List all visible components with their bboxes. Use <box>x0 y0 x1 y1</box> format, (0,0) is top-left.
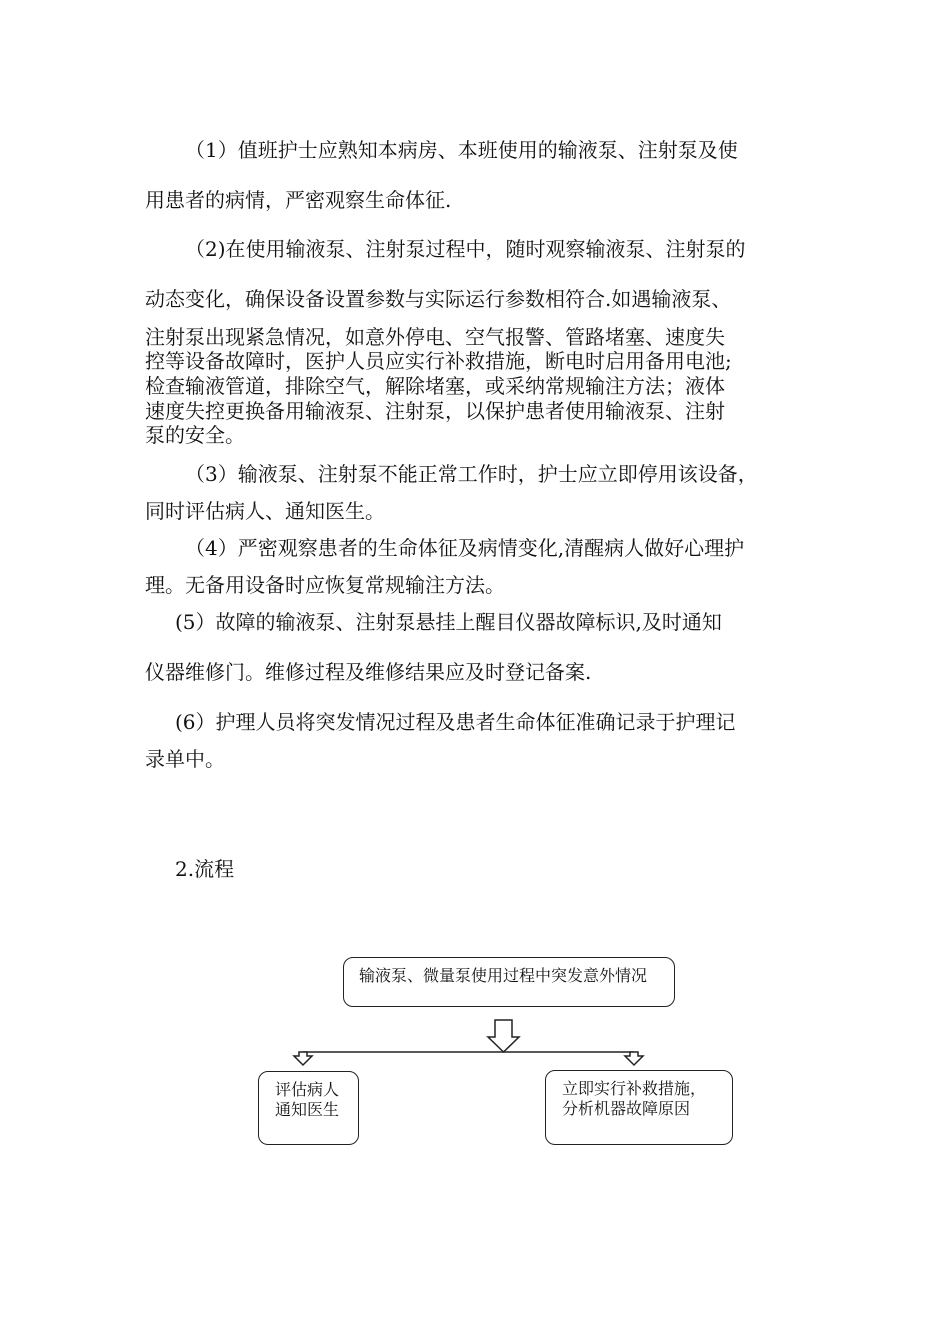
p6-line-1: (6）护理人员将突发情况过程及患者生命体征准确记录于护理记 <box>175 710 736 734</box>
p2-line-5: 检查输液管道，排除空气，解除堵塞，或采纳常规输注方法；液体 <box>145 374 725 398</box>
flow-box-assess-line-1: 评估病人 <box>275 1080 340 1099</box>
flow-box-assess-line-2: 通知医生 <box>275 1100 340 1119</box>
p1-line-2: 用患者的病情，严密观察生命体征. <box>145 188 452 212</box>
p6-line-2: 录单中。 <box>145 747 225 771</box>
p4-line-1: （4）严密观察患者的生命体征及病情变化,清醒病人做好心理护 <box>185 536 745 560</box>
flow-box-remedy <box>545 1070 733 1145</box>
p3-line-2: 同时评估病人、通知医生。 <box>145 499 385 523</box>
flow-box-incident <box>343 957 675 1007</box>
main-down-arrow <box>488 1020 519 1052</box>
p2-line-6: 速度失控更换备用输液泵、注射泵，以保护患者使用输液泵、注射 <box>145 399 725 423</box>
flow-box-remedy-line-2: 分析机器故障原因 <box>562 1099 691 1118</box>
right-down-arrow <box>625 1052 643 1065</box>
p2-line-7: 泵的安全。 <box>145 423 245 447</box>
p2-line-3: 注射泵出现紧急情况，如意外停电、空气报警、管路堵塞、速度失 <box>145 325 725 349</box>
p2-line-1: （2)在使用输液泵、注射泵过程中，随时观察输液泵、注射泵的 <box>185 237 746 261</box>
p2-line-2: 动态变化，确保设备设置参数与实际运行参数相符合.如遇输液泵、 <box>145 287 732 311</box>
p5-line-2: 仪器维修门。维修过程及维修结果应及时登记备案. <box>145 660 592 684</box>
flow-box-remedy-line-1: 立即实行补救措施， <box>562 1079 707 1098</box>
p4-line-2: 理。无备用设备时应恢复常规输注方法。 <box>145 573 505 597</box>
section-heading: 2.流程 <box>175 857 235 881</box>
flow-box-incident-text: 输液泵、微量泵使用过程中突发意外情况 <box>359 966 648 985</box>
p5-line-1: (5）故障的输液泵、注射泵悬挂上醒目仪器故障标识,及时通知 <box>175 610 722 634</box>
left-down-arrow <box>294 1052 312 1065</box>
flow-box-assess <box>258 1071 359 1145</box>
p3-line-1: （3）输液泵、注射泵不能正常工作时，护士应立即停用该设备， <box>185 462 758 486</box>
p1-line-1: （1）值班护士应熟知本病房、本班使用的输液泵、注射泵及使 <box>185 138 738 162</box>
p2-line-4: 控等设备故障时，医护人员应实行补救措施，断电时启用备用电池; <box>145 349 732 373</box>
